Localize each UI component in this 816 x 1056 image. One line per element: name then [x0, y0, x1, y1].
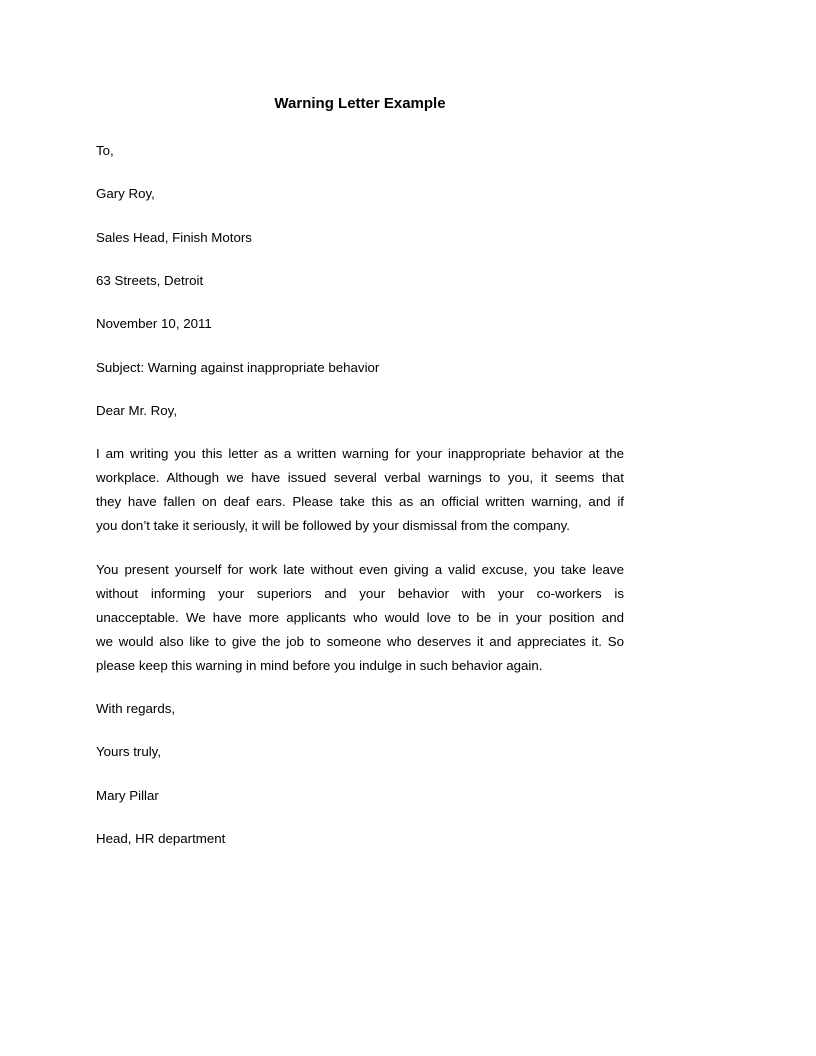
- paragraph-line: you don’t take it seriously, it will be followed by your dismissal from the company.: [96, 518, 570, 533]
- paragraph-line: we would also like to give the job to someone who deserves it and appreciates it. So: [96, 634, 624, 649]
- salutation: Dear Mr. Roy,: [96, 403, 178, 418]
- to-label: To,: [96, 143, 114, 158]
- sender-name: Mary Pillar: [96, 788, 159, 803]
- letter-title: Warning Letter Example: [274, 95, 446, 112]
- paragraph-line: You present yourself for work late without even giving a valid excuse, you take leave: [96, 562, 624, 577]
- letter-date: November 10, 2011: [96, 316, 212, 331]
- paragraph-line: unacceptable. We have more applicants who would love to be in your position and: [96, 610, 624, 625]
- recipient-address: 63 Streets, Detroit: [96, 273, 204, 288]
- body-paragraph-1: [96, 442, 624, 538]
- closing: With regards,: [96, 701, 176, 716]
- letter-subject: Subject: Warning against inappropriate behavior: [96, 360, 380, 375]
- body-paragraph-2: [96, 558, 624, 678]
- paragraph-line: I am writing you this letter as a written warning for your inappropriate behavior at the: [96, 446, 624, 461]
- paragraph-line: workplace. Although we have issued several verbal warnings to you, it seems that: [96, 470, 624, 485]
- recipient-name: Gary Roy,: [96, 186, 155, 201]
- paragraph-line: without informing your superiors and your behavior with your co-workers is: [96, 586, 624, 601]
- sign-off: Yours truly,: [96, 744, 162, 759]
- paragraph-line: they have fallen on deaf ears. Please take this as an official written warning, and if: [96, 494, 624, 509]
- paragraph-line: please keep this warning in mind before you indulge in such behavior again.: [96, 658, 543, 673]
- sender-title: Head, HR department: [96, 831, 226, 846]
- recipient-position: Sales Head, Finish Motors: [96, 230, 252, 245]
